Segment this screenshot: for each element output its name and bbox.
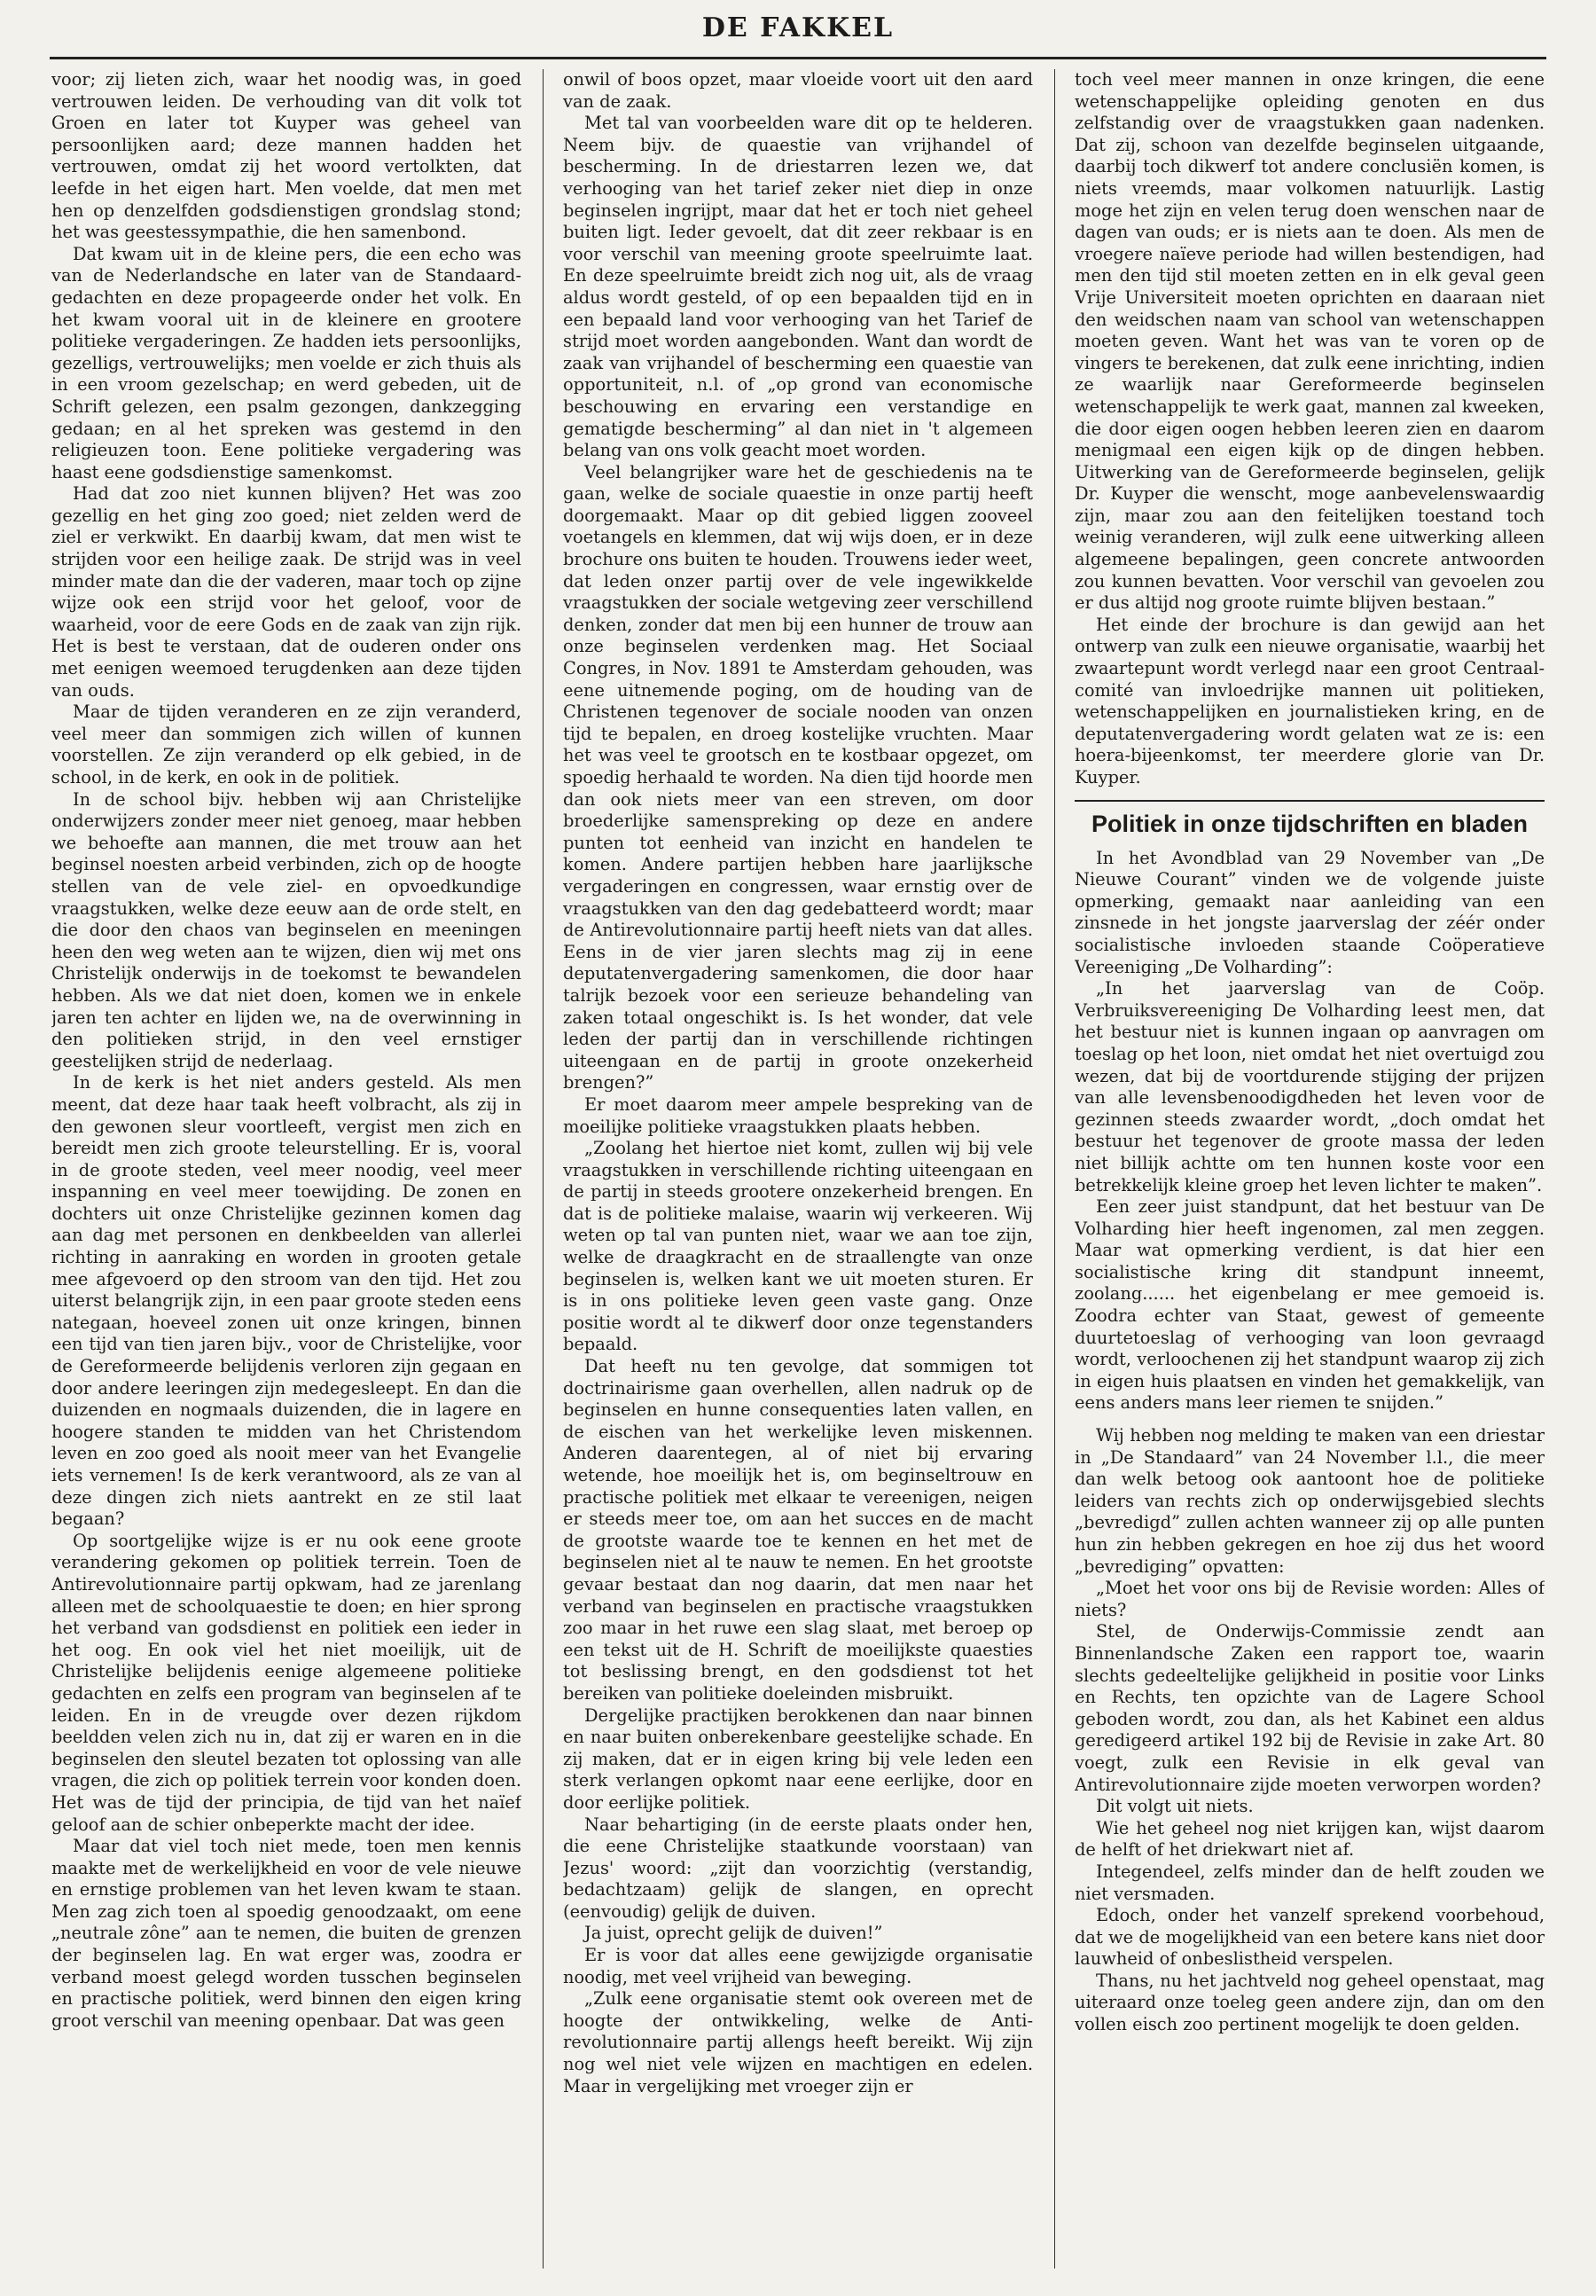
section-heading-box [1075, 800, 1545, 839]
paragraph: Maar de tijden veranderen en ze zijn veranderd, veel meer dan sommigen zich willen of kunnen voorstellen. Ze zijn veranderd op elk gebied, in de school, in de kerk, en ook in de politiek. [51, 701, 521, 788]
article-columns [51, 69, 1545, 2269]
paragraph: Met tal van voorbeelden ware dit op te helderen. Neem bijv. de quaestie van vrijhandel of bescherming. In de driestarren lezen we, dat verhooging van het tarief zeker niet diep in onze beginselen ingrijpt, maar dat het er toch niet geheel buiten ligt. Ieder gevoelt, dat dit zeer rekbaar is en voor verschil van meening groote speelruimte laat. En deze speelruimte breidt zich nog uit, als de vraag aldus wordt gesteld, of op een bepaalden tijd en in een bepaald land voor verhooging van het Tarief de strijd moet worden aangebonden. Want dan wordt de zaak van vrijhandel of bescherming een quaestie van opportuniteit, n.l. of „op grond van economische beschouwing en ervaring een verstandige en gematigde bescherming” al dan niet in 't algemeen belang van ons volk geacht moet worden. [563, 113, 1033, 461]
header-rule [50, 57, 1546, 59]
paragraph: Thans, nu het jachtveld nog geheel openstaat, mag uiteraard onze toeleg geen andere zijn, dan om den vollen eisch zoo pertinent mogelijk te doen gelden. [1075, 1970, 1545, 2035]
paragraph: Wie het geheel nog niet krijgen kan, wijst daarom de helft of het driekwart niet af. [1075, 1817, 1545, 1861]
paragraph-gap [1075, 1414, 1545, 1425]
paragraph: Had dat zoo niet kunnen blijven? Het was zoo gezellig en het ging zoo goed; niet zelden werd de ziel er verkwikt. En daarbij kwam, dat men wist te strijden voor een heilige zaak. De strijd was in veel minder mate dan die der vaderen, maar toch op zijne wijze ook een strijd voor het geloof, voor de waarheid, voor de eere Gods en de zaak van zijn rijk. Het is best te verstaan, dat de ouderen onder ons met eenigen weemoed terugdenken aan deze tijden van ouds. [51, 483, 521, 701]
paragraph: Een zeer juist standpunt, dat het bestuur van De Volharding hier heeft ingenomen, zal men zeggen. Maar wat opmerking verdient, is dat hier een socialistische kring dit standpunt inneemt, zoolang...... het eigenbelang er mee gemoeid is. Zoodra echter van Staat, gewest of gemeente duurtetoeslag of verhooging van loon gevraagd wordt, verloochenen zij het standpunt waarop zij zich in eigen huis plaatsen en vinden het gemakkelijk, van eens anders mans leer riemen te snijden.” [1075, 1196, 1545, 1414]
masthead: DE FAKKEL [701, 12, 895, 43]
paragraph: Er is voor dat alles eene gewijzigde organisatie noodig, met veel vrijheid van beweging. [563, 1945, 1033, 1987]
paragraph: Het einde der brochure is dan gewijd aan het ontwerp van zulk een nieuwe organisatie, waarbij het zwaartepunt wordt verlegd naar een groot Centraal-comité van invloedrijke mannen uit politieken, wetenschappelijken en journalistieken kring, en de deputatenvergadering wordt gelaten wat ze is: een hoera-bijeenkomst, ter meerdere glorie van Dr. Kuyper. [1075, 614, 1545, 788]
paragraph: In de school bijv. hebben wij aan Christelijke onderwijzers zonder meer niet genoeg, maar hebben we behoefte aan mannen, die met trouw aan het beginsel noesten arbeid verbinden, zich op de hoogte stellen van de vele ziel- en opvoedkundige vraagstukken, welke deze eeuw aan de orde stelt, en die door den chaos van beginselen en meeningen heen den weg weten aan te wijzen, dien wij met ons Christelijk onderwijs in de toekomst te bewandelen hebben. Als we dat niet doen, komen we in enkele jaren ten achter en lijden we, na de overwinning in den politieken strijd, in den veel ernstiger geestelijken strijd de nederlaag. [51, 788, 521, 1071]
paragraph: In de kerk is het niet anders gesteld. Als men meent, dat deze haar taak heeft volbracht, als zij in den gewonen sleur voortleeft, vergist men zich en bereidt men zich groote teleurstelling. Er is, vooral in de groote steden, veel meer noodig, veel meer inspanning en veel meer toewijding. De zonen en dochters uit onze Christelijke gezinnen komen dag aan dag met personen en denkbeelden van allerlei richting in aanraking en worden in grooten getale mee afgevoerd op den stroom van den tijd. Het zou uiterst belangrijk zijn, in een paar groote steden eens nategaan, hoeveel zonen uit onze kringen, binnen een tijd van tien jaren bijv., voor de Christelijke, voor de Gereformeerde belijdenis verloren zijn gegaan en door andere leeringen zijn medegesleept. En dan die duizenden en nogmaals duizenden, die in lagere en hoogere standen te midden van het Christendom leven en zoo goed als nooit meer van het Evangelie iets vernemen! Is de kerk verantwoord, als ze van al deze dingen zich niets aantrekt en ze stil laat begaan? [51, 1072, 521, 1530]
column-2 [563, 69, 1033, 2269]
paragraph: Veel belangrijker ware het de geschiedenis na te gaan, welke de sociale quaestie in onze partij heeft doorgemaakt. Maar op dit gebied liggen zooveel voetangels en klemmen, dat wij wijs doen, er in deze brochure ons buiten te houden. Trouwens ieder weet, dat leden onzer partij over de vele ingewikkelde vraagstukken der sociale wetgeving zeer verschillend denken, zonder dat men bij een hunner de trouw aan onze beginselen verdenken mag. Het Sociaal Congres, in Nov. 1891 te Amsterdam gehouden, was eene uitnemende poging, om de houding van de Christenen tegenover de sociale nooden van onzen tijd te bepalen, en droeg kostelijke vruchten. Maar het was veel te grootsch en te kostbaar opgezet, om spoedig herhaald te worden. Na dien tijd hoorde men dan ook niets meer van een streven, om door broederlijke samenspreking op deze en andere punten tot eenheid van inzicht en handelen te komen. Andere partijen hebben hare jaarlijksche vergaderingen en congressen, waar ernstig over de vraagstukken van den dag gedebatteerd wordt; maar de Antirevolutionnaire partij heeft niets van dat alles. Eens in de vier jaren slechts mag zij in eene deputatenvergadering samenkomen, die door haar talrijk bezoek voor een serieuze behandeling van zaken totaal ongeschikt is. Is het wonder, dat vele leden der partij dan in verschillende richtingen uiteengaan en de partij in groote onzekerheid brengen?” [563, 461, 1033, 1093]
section-title: Politiek in onze tijdschriften en bladen [1091, 810, 1529, 837]
paragraph: Integendeel, zelfs minder dan de helft zouden we niet versmaden. [1075, 1861, 1545, 1904]
paragraph: Stel, de Onderwijs-Commissie zendt aan Binnenlandsche Zaken een rapport toe, waarin slechts gedeeltelijke gelijkheid in positie voor Links en Rechts, ten opzichte van de Lagere School geboden wordt, zou dan, als het Kabinet een aldus geredigeerd artikel 192 bij de Revisie in zake Art. 80 voegt, zulk een Revisie in elk geval van Antirevolutionnaire zijde moeten verworpen worden? [1075, 1621, 1545, 1795]
paragraph: „Moet het voor ons bij de Revisie worden: Alles of niets? [1075, 1578, 1545, 1620]
paragraph: Maar dat viel toch niet mede, toen men kennis maakte met de werkelijkheid en voor de vele nieuwe en ernstige problemen van het leven kwam te staan. Men zag zich toen al spoedig genoodzaakt, om eene „neutrale zône” aan te nemen, die buiten de grenzen der beginselen lag. En wat erger was, zoodra er verband moest gelegd worden tusschen beginselen en practische politiek, werd binnen den eigen kring groot verschil van meening openbaar. Dat was geen [51, 1836, 521, 2031]
paragraph: Dergelijke practijken berokkenen dan naar binnen en naar buiten onberekenbare geestelijke schade. En zij maken, dat er in eigen kring bij vele leden een sterk verlangen opkomt naar eene eerlijke, door en door eerlijke politiek. [563, 1704, 1033, 1813]
paragraph: Dat kwam uit in de kleine pers, die een echo was van de Nederlandsche en later van de Standaard-gedachten en deze propageerde onder het volk. En het kwam vooral uit in de kleinere en grootere politieke vergaderingen. Ze hadden iets persoonlijks, gezelligs, vertrouwelijks; men voelde er zich thuis als in een vroom gezelschap; en werd gebeden, uit de Schrift gelezen, een psalm gezongen, dankzegging gedaan; en al het spreken was gestemd in den religieuzen toon. Eene politieke vergadering was haast eene godsdienstige samenkomst. [51, 243, 521, 482]
paragraph: Ja juist, oprecht gelijk de duiven!” [584, 1923, 883, 1944]
paragraph: Dat heeft nu ten gevolge, dat sommigen tot doctrinairisme gaan overhellen, allen nadruk op de beginselen en hunne consequenties laten vallen, en de eischen van het werkelijke leven miskennen. Anderen daarentegen, al of niet bij ervaring wetende, hoe moeilijk het is, om beginseltrouw en practische politiek met elkaar te vereenigen, neigen er steeds meer toe, om aan het succes en de macht de grootste waarde toe te kennen en het met de beginselen niet al te nauw te nemen. En het grootste gevaar bestaat dan nog daarin, dat men naar het verband van beginselen en practische vraagstukken zoo maar in het ruwe een slag slaat, met beroep op een tekst uit de H. Schrift de moeilijkste quaesties tot beslissing brengt, en den godsdienst tot het bereiken van politieke doeleinden misbruikt. [563, 1356, 1033, 1704]
paragraph: „Zulk eene organisatie stemt ook overeen met de hoogte der ontwikkeling, welke de Anti-revolutionnaire partij allengs heeft bereikt. Wij zijn nog wel niet vele wijzen en machtigen en edelen. Maar in vergelijking met vroeger zijn er [563, 1988, 1033, 2096]
paragraph: toch veel meer mannen in onze kringen, die eene wetenschappelijke opleiding genoten en dus zelfstandig over de vraagstukken gaan nadenken. Dat zij, schoon van dezelfde beginselen uitgaande, daarbij toch dikwerf tot andere conclusiën komen, is niets vreemds, maar volkomen natuurlijk. Lastig moge het zijn en velen terug doen wenschen naar de dagen van ouds; er is niets aan te doen. Als men de vroegere naïeve periode had willen bestendigen, had men den tijd stil moeten zetten en in elk geval geen Vrije Universiteit moeten oprichten en daaraan niet den weidschen naam van school van wetenschappen moeten geven. Want het was van te voren op de vingers te berekenen, dat zulk eene inrichting, indien ze waarlijk naar Gereformeerde beginselen wetenschappelijk te werk gaat, mannen zal kweeken, die door eigen oogen hebben leeren zien en daarom menigmaal een eigen kijk op de dingen hebben. Uitwerking van de Gereformeerde beginselen, gelijk Dr. Kuyper die wenscht, moge aanbevelenswaardig zijn, maar zou aan den feitelijken toestand toch weinig veranderen, wijl zulk eene uitwerking alleen algemeene bepalingen, geen concrete antwoorden zou kunnen bevatten. Voor verschil van gevoelen zou er dus altijd nog groote ruimte blijven bestaan.” [1075, 69, 1545, 614]
paragraph: „Zoolang het hiertoe niet komt, zullen wij bij vele vraagstukken in verschillende richting uiteengaan en de partij in steeds grootere onzekerheid brengen. En dat is de politieke malaise, waarin wij verkeeren. Wij weten op tal van punten niet, waar we aan toe zijn, welke de draagkracht en de straallengte van onze beginselen is, welken kant we uit moeten sturen. Er is in ons politieke leven geen vaste gang. Onze positie wordt al te dikwerf door onze tegenstanders bepaald. [563, 1138, 1033, 1355]
paragraph: onwil of boos opzet, maar vloeide voort uit den aard van de zaak. [563, 69, 1033, 112]
paragraph: Naar behartiging (in de eerste plaats onder hen, die eene Christelijke staatkunde voorstaan) van Jezus' woord: „zijt dan voorzichtig (verstandig, bedachtzaam) gelijk de slangen, en oprecht (eenvoudig) gelijk de duiven. [563, 1814, 1033, 1922]
column-1 [51, 69, 521, 2269]
column-divider [543, 69, 544, 2269]
paragraph: Wij hebben nog melding te maken van een driestar in „De Standaard” van 24 November l.l., die meer dan welk betoog ook aantoont hoe de politieke leiders van rechts zich op onderwijsgebied slechts „bevredigd” zullen achten wanneer zij op alle punten hun zin hebben gekregen en hoe zij dus het woord „bevrediging” opvatten: [1075, 1425, 1545, 1577]
paragraph: In het Avondblad van 29 November van „De Nieuwe Courant” vinden we de volgende juiste opmerking, gemaakt naar aanleiding van een zinsnede in het jongste jaarverslag der zéér onder socialistische invloeden staande Coöperatieve Vereeniging „De Volharding”: [1075, 847, 1545, 977]
column-3 [1075, 69, 1545, 2269]
paragraph: Edoch, onder het vanzelf sprekend voorbehoud, dat we de mogelijkheid van een betere kans niet door lauwheid of onbeslistheid verspelen. [1075, 1905, 1545, 1970]
column-divider [1054, 69, 1055, 2269]
paragraph: Dit volgt uit niets. [1096, 1796, 1254, 1817]
paragraph: „In het jaarverslag van de Coöp. Verbruiksvereeniging De Volharding leest men, dat het bestuur niet is kunnen ingaan op aanvragen om toeslag op het loon, niet omdat het niet overtuigd zou wezen, dat bij de voortdurende stijging der prijzen van alle levensbenoodigdheden het leven voor de gezinnen steeds zwaarder wordt, „doch omdat het bestuur het tegenover de groote massa der leden niet billijk achtte om ten hunnen koste voor een betrekkelijk kleine groep het leven lichter te maken”. [1075, 978, 1545, 1195]
paragraph: Er moet daarom meer ampele bespreking van de moeilijke politieke vraagstukken plaats hebben. [563, 1093, 1033, 1137]
paragraph: voor; zij lieten zich, waar het noodig was, in goed vertrouwen leiden. De verhouding van dit volk tot Groen en later tot Kuyper was geheel van persoonlijken aard; deze mannen hadden het vertrouwen, omdat zij het woord vertolkten, dat leefde in het eigen hart. Men voelde, dat men met hen op denzelfden godsdienstigen grondslag stond; het was geestessympathie, die hen samenbond. [51, 69, 521, 243]
paragraph: Op soortgelijke wijze is er nu ook eene groote verandering gekomen op politiek terrein. Toen de Antirevolutionnaire partij opkwam, had ze jarenlang alleen met de schoolquaestie te doen; en hier sprong het verband van godsdienst en politiek een ieder in het oog. En ook viel het niet moeilijk, uit de Christelijke belijdenis eenige algemeene politieke gedachten en zelfs een program van beginselen af te leiden. En in de vreugde over dezen rijkdom beeldden velen zich nu in, dat zij er waren en in die beginselen den sleutel bezaten tot oplossing van alle vragen, die zich op politiek terrein voor konden doen. Het was de tijd der principia, de tijd van het naïef geloof aan de schier onbeperkte macht der idee. [51, 1530, 521, 1835]
